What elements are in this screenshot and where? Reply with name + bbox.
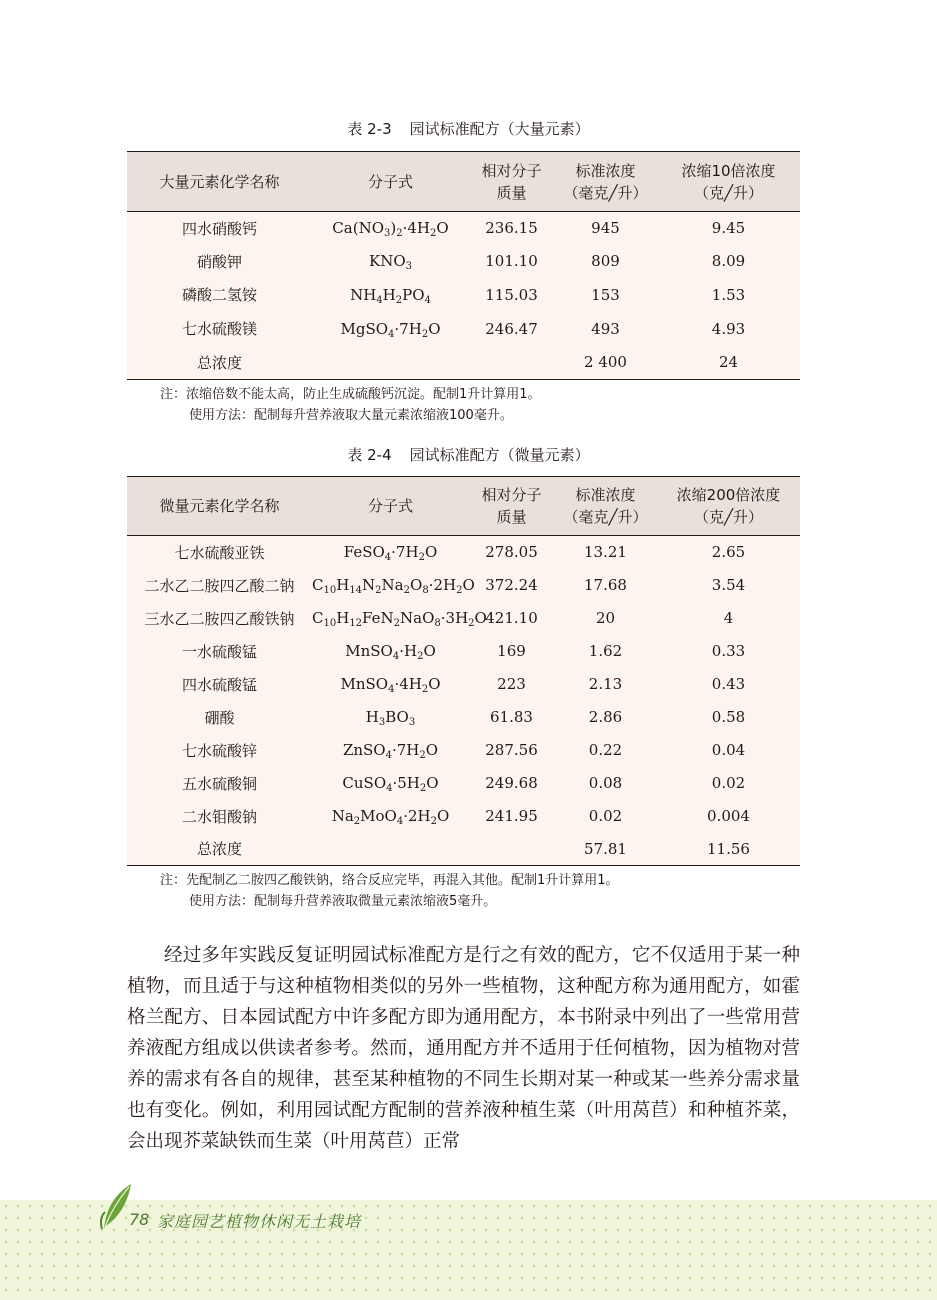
table2-header-conc: [657, 477, 800, 536]
table1-header-row: [127, 152, 800, 212]
table2-micro-elements: [127, 476, 800, 866]
table1-note-line1: 注：浓缩倍数不能太高，防止生成硫酸钙沉淀。配制1升计算用1。: [160, 387, 541, 402]
cell-total-conc: 11.56: [707, 839, 750, 858]
table2-note: [160, 870, 619, 912]
table-row: [127, 602, 800, 635]
table-row: [127, 245, 800, 278]
cell-name: 四水硫酸锰: [181, 675, 257, 694]
cell-conc: 2.65: [711, 543, 746, 562]
cell-std: 153: [591, 285, 620, 304]
cell-conc: 0.43: [711, 675, 746, 693]
table1-header-mass: [469, 152, 554, 212]
table2-note-line1: 注：先配制乙二胺四乙酸铁钠，络合反应完毕，再混入其他。配制1升计算用1。: [160, 873, 619, 888]
cell-conc: 0.04: [711, 741, 746, 759]
cell-formula: $Na_2MoO_4\cdot 2H_2O$: [331, 807, 450, 827]
cell-mass: 101.10: [485, 252, 538, 270]
cell-mass: 61.83: [490, 708, 533, 726]
cell-formula: $MnSO_4\cdot H_2O$: [345, 642, 436, 662]
cell-formula: $MgSO_4\cdot 7H_2O$: [340, 319, 441, 340]
table2-header-mass-l2: 质量: [496, 508, 527, 526]
cell-conc: 1.53: [711, 285, 746, 304]
table2-caption-number: 表 2-4: [347, 446, 392, 464]
cell-conc: 0.02: [711, 774, 746, 792]
table2-header-conc-l2: （克╱升）: [693, 508, 764, 526]
table-row: [127, 635, 800, 668]
cell-std: 0.08: [588, 774, 623, 792]
table2-note-line2: 使用方法：配制每升营养液取微量元素浓缩液5毫升。: [189, 894, 497, 909]
table2-header-mass: [469, 477, 554, 536]
table1-note: [160, 384, 541, 426]
cell-mass: 223: [497, 675, 526, 693]
table-row: [127, 536, 800, 569]
cell-name: 硼酸: [204, 708, 235, 727]
cell-conc: 0.58: [711, 708, 746, 726]
cell-mass: 236.15: [485, 219, 538, 238]
cell-mass: 241.95: [485, 807, 538, 825]
cell-name: 一水硫酸锰: [181, 642, 257, 661]
cell-formula: $H_3BO_3$: [365, 708, 416, 728]
page-footer: [0, 1200, 937, 1300]
table2-header-formula: 分子式: [367, 497, 413, 515]
table1-caption: [0, 118, 937, 139]
cell-mass: 287.56: [485, 741, 538, 759]
book-title: 家庭园艺植物休闲无土栽培: [157, 1212, 362, 1231]
table2-header-std-l1: 标准浓度: [575, 486, 636, 504]
cell-std: 0.02: [588, 807, 623, 825]
page-number: 78: [129, 1210, 150, 1229]
table-row: [127, 312, 800, 346]
cell-conc: 3.54: [711, 576, 746, 594]
cell-formula: $CuSO_4\cdot 5H_2O$: [342, 774, 439, 794]
cell-std: 1.62: [588, 642, 623, 660]
cell-std: 17.68: [584, 576, 627, 594]
cell-formula: $C_{10}H_{14}N_2Na_2O_8\cdot 2H_2O$: [312, 576, 475, 596]
table1-header-std-l1: 标准浓度: [575, 161, 636, 180]
cell-formula: $FeSO_4\cdot 7H_2O$: [343, 543, 438, 564]
cell-name: 四水硝酸钙: [181, 219, 257, 238]
cell-name: 七水硫酸亚铁: [174, 543, 265, 562]
table2-header-std: [554, 477, 657, 536]
table-row: [127, 212, 800, 245]
cell-std: 945: [591, 219, 620, 238]
cell-empty: [312, 346, 469, 380]
cell-formula: $C_{10}H_{12}FeN_2NaO_8\cdot 3H_2O$: [312, 609, 487, 629]
table1-macro-elements: [127, 151, 800, 380]
cell-formula: $KNO_3$: [368, 252, 412, 272]
table2-header-conc-l1: 浓缩200倍浓度: [676, 486, 781, 504]
cell-name: 七水硫酸镁: [181, 320, 257, 338]
table2-header-row: [127, 477, 800, 536]
cell-conc: 0.004: [707, 807, 750, 825]
cell-formula: $MnSO_4\cdot 4H_2O$: [340, 675, 441, 695]
cell-conc: 8.09: [711, 252, 746, 270]
cell-name: 硝酸钾: [196, 252, 242, 271]
cell-formula: $NH_4H_2PO_4$: [350, 285, 431, 306]
cell-total-conc: 24: [718, 353, 739, 372]
cell-std: 2.86: [588, 708, 623, 726]
cell-name: 磷酸二氢铵: [181, 286, 257, 304]
cell-formula: $Ca(NO_3)_2\cdot 4H_2O$: [332, 219, 449, 240]
cell-std: 20: [595, 609, 616, 627]
body-text: 经过多年实践反复证明园试标准配方是行之有效的配方，它不仅适用于某一种植物，而且适于与这种植物相类似的另外一些植物，这种配方称为通用配方，如霍格兰配方、日本园试配方中许多配方即为通用配方，本书附录中列出了一些常用营养液配方组成以供读者参考。然而，通用配方并不适用于任何植物，因为植物对营养的需求有各自的规律，甚至某种植物的不同生长期对某一种或某一些养分需求量也有变化。例如，利用园试配方配制的营养液种植生菜（叶用莴苣）和种植芥菜，会出现芥菜缺铁而生菜（叶用莴苣）正常: [127, 945, 800, 1152]
cell-mass: 421.10: [485, 609, 538, 627]
cell-name: 五水硫酸铜: [181, 774, 257, 793]
cell-formula: $ZnSO_4\cdot 7H_2O$: [342, 741, 439, 761]
table1-header-conc-l2: （克╱升）: [693, 183, 764, 202]
table-row: [127, 569, 800, 602]
table1-header-std: [554, 152, 657, 212]
table2-caption: [0, 444, 937, 465]
table2-header-mass-l1: 相对分子: [481, 486, 542, 504]
table1-header-mass-l1: 相对分子: [481, 161, 542, 180]
table-row: [127, 734, 800, 767]
table1-caption-number: 表 2-3: [347, 120, 392, 138]
cell-empty: [312, 833, 469, 866]
cell-std: 13.21: [584, 543, 627, 562]
table-row: [127, 278, 800, 312]
cell-mass: 246.47: [485, 319, 538, 338]
cell-empty: [469, 346, 554, 380]
cell-std: 0.22: [588, 741, 623, 759]
cell-conc: 4: [723, 609, 734, 627]
cell-name: 二水乙二胺四乙酸二钠: [144, 576, 295, 595]
cell-std: 809: [591, 252, 620, 270]
table1-header-conc-l1: 浓缩10倍浓度: [681, 161, 776, 180]
table1-header-name: 大量元素化学名称: [159, 172, 280, 191]
cell-mass: 372.24: [485, 576, 538, 594]
cell-total-label: 总浓度: [196, 840, 242, 859]
table-row: [127, 767, 800, 800]
cell-mass: 169: [497, 642, 526, 660]
cell-mass: 115.03: [485, 285, 538, 304]
table1-header-formula: 分子式: [367, 172, 413, 191]
cell-total-std: 2 400: [584, 353, 627, 372]
cell-name: 三水乙二胺四乙酸铁钠: [144, 609, 295, 628]
cell-mass: 249.68: [485, 774, 538, 792]
table1-header-mass-l2: 质量: [496, 183, 527, 202]
cell-conc: 0.33: [711, 642, 746, 660]
cell-total-std: 57.81: [584, 839, 627, 858]
table1-caption-title: 园试标准配方（大量元素）: [409, 120, 590, 138]
table2-header-std-l2: （毫克╱升）: [563, 508, 648, 526]
table-row-total: [127, 346, 800, 380]
cell-total-label: 总浓度: [196, 353, 242, 372]
cell-conc: 9.45: [711, 219, 746, 238]
table-row: [127, 701, 800, 734]
cell-std: 493: [591, 319, 620, 338]
table1-header-std-l2: （毫克╱升）: [563, 183, 648, 202]
table2-header-name: 微量元素化学名称: [159, 497, 280, 515]
cell-std: 2.13: [588, 675, 623, 693]
table1-header-conc: [657, 152, 800, 212]
table-row-total: [127, 833, 800, 866]
table2-caption-title: 园试标准配方（微量元素）: [409, 446, 590, 464]
body-paragraph: [127, 940, 800, 1157]
cell-empty: [469, 833, 554, 866]
table-row: [127, 668, 800, 701]
table-row: [127, 800, 800, 833]
cell-mass: 278.05: [485, 543, 538, 562]
cell-name: 二水钼酸钠: [181, 807, 257, 826]
cell-name: 七水硫酸锌: [181, 741, 257, 760]
table1-note-line2: 使用方法：配制每升营养液取大量元素浓缩液100毫升。: [189, 408, 513, 423]
cell-conc: 4.93: [711, 319, 746, 338]
